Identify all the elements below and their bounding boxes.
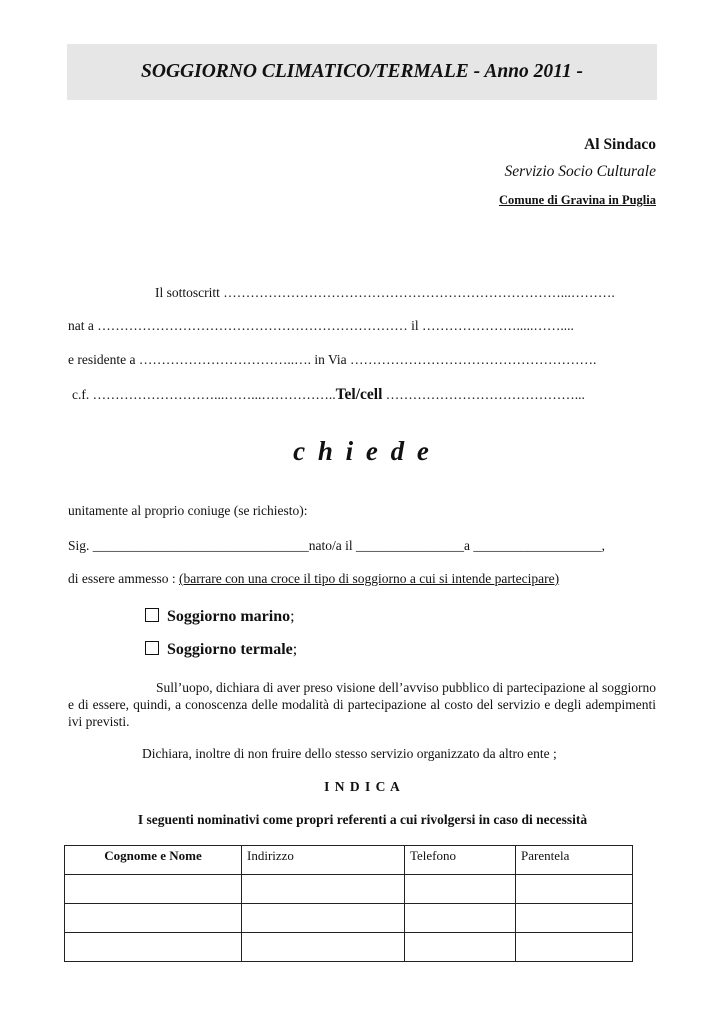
paragraph-avviso: Sull’uopo, dichiara di aver preso visione dell’avviso pubblico di partecipazione al soggiorno e di essere, quindi, a conoscenza delle modalità di partecipazione al costo del servizio e degli adempimenti ivi previsti. — [68, 680, 656, 729]
table-row — [65, 875, 633, 904]
option-soggiorno-marino[interactable] — [145, 608, 295, 626]
ammesso-text: di essere ammesso : — [68, 571, 179, 586]
residente-blank[interactable]: ……………………………..…. in Via ………………………………………………. — [135, 352, 597, 367]
cell-telefono[interactable] — [405, 904, 516, 933]
cell-cognome-nome[interactable] — [65, 875, 242, 904]
header-parentela: Parentela — [516, 846, 633, 875]
cell-parentela[interactable] — [516, 875, 633, 904]
telcell-blank[interactable]: ……………………………………... — [382, 387, 585, 402]
sottoscritto-blank[interactable]: …………………………………………………………………...………. — [219, 285, 615, 300]
checkbox-termale[interactable] — [145, 641, 159, 655]
cell-indirizzo[interactable] — [242, 933, 405, 962]
referenti-table — [64, 845, 633, 962]
form-title: SOGGIORNO CLIMATICO/TERMALE - Anno 2011 - — [141, 61, 583, 82]
table-row — [65, 933, 633, 962]
recipient-municipality: Comune di Gravina in Puglia — [499, 193, 656, 207]
cell-indirizzo[interactable] — [242, 904, 405, 933]
nat-label: nat a — [68, 318, 94, 333]
field-cf-telcell[interactable] — [72, 386, 662, 404]
option-marino-suffix: ; — [290, 608, 295, 625]
checkbox-marino[interactable] — [145, 608, 159, 622]
option-marino-label: Soggiorno marino — [167, 608, 291, 625]
chiede-heading: c h i e d e — [293, 436, 432, 466]
ammesso-note: (barrare con una croce il tipo di soggiorno a cui si intende partecipare) — [178, 571, 560, 586]
table-header-row — [65, 846, 633, 875]
field-nato[interactable] — [68, 318, 658, 334]
recipient-mayor: Al Sindaco — [584, 136, 656, 153]
header-cognome-nome: Cognome e Nome — [65, 846, 242, 875]
field-sottoscritto[interactable] — [155, 285, 655, 301]
telcell-label: Tel/cell — [335, 386, 383, 403]
cell-cognome-nome[interactable] — [65, 904, 242, 933]
cf-blank[interactable]: . ………………………...……...…………….. — [85, 387, 336, 402]
cell-parentela[interactable] — [516, 904, 633, 933]
nat-blank[interactable]: …………………………………………………………… il ………………….....…….... — [93, 318, 574, 333]
cell-cognome-nome[interactable] — [65, 933, 242, 962]
field-residente[interactable] — [68, 352, 658, 368]
option-termale-label: Soggiorno termale — [167, 641, 293, 658]
header-indirizzo: Indirizzo — [242, 846, 405, 875]
cell-parentela[interactable] — [516, 933, 633, 962]
sottoscritto-label: Il sottoscritt — [155, 285, 220, 300]
paragraph-dichiara: Dichiara, inoltre di non fruire dello stesso servizio organizzato da altro ente ; — [142, 746, 557, 761]
indica-heading: I N D I C A — [324, 779, 401, 794]
referenti-heading: I seguenti nominativi come propri referenti a cui rivolgersi in caso di necessità — [137, 812, 588, 827]
residente-label: e residente a — [68, 352, 136, 367]
spouse-field[interactable]: Sig. ________________________________nato/a il ________________a ___________________, — [68, 538, 605, 553]
coniuge-line: unitamente al proprio coniuge (se richiesto): — [68, 503, 308, 518]
option-termale-suffix: ; — [292, 641, 298, 658]
form-title-banner — [67, 44, 657, 100]
recipient-service: Servizio Socio Culturale — [504, 163, 656, 180]
table-row — [65, 904, 633, 933]
cf-label: c.f — [72, 387, 86, 402]
cell-indirizzo[interactable] — [242, 875, 405, 904]
cell-telefono[interactable] — [405, 875, 516, 904]
header-telefono: Telefono — [405, 846, 516, 875]
ammesso-line — [68, 571, 559, 587]
cell-telefono[interactable] — [405, 933, 516, 962]
option-soggiorno-termale[interactable] — [145, 641, 297, 659]
